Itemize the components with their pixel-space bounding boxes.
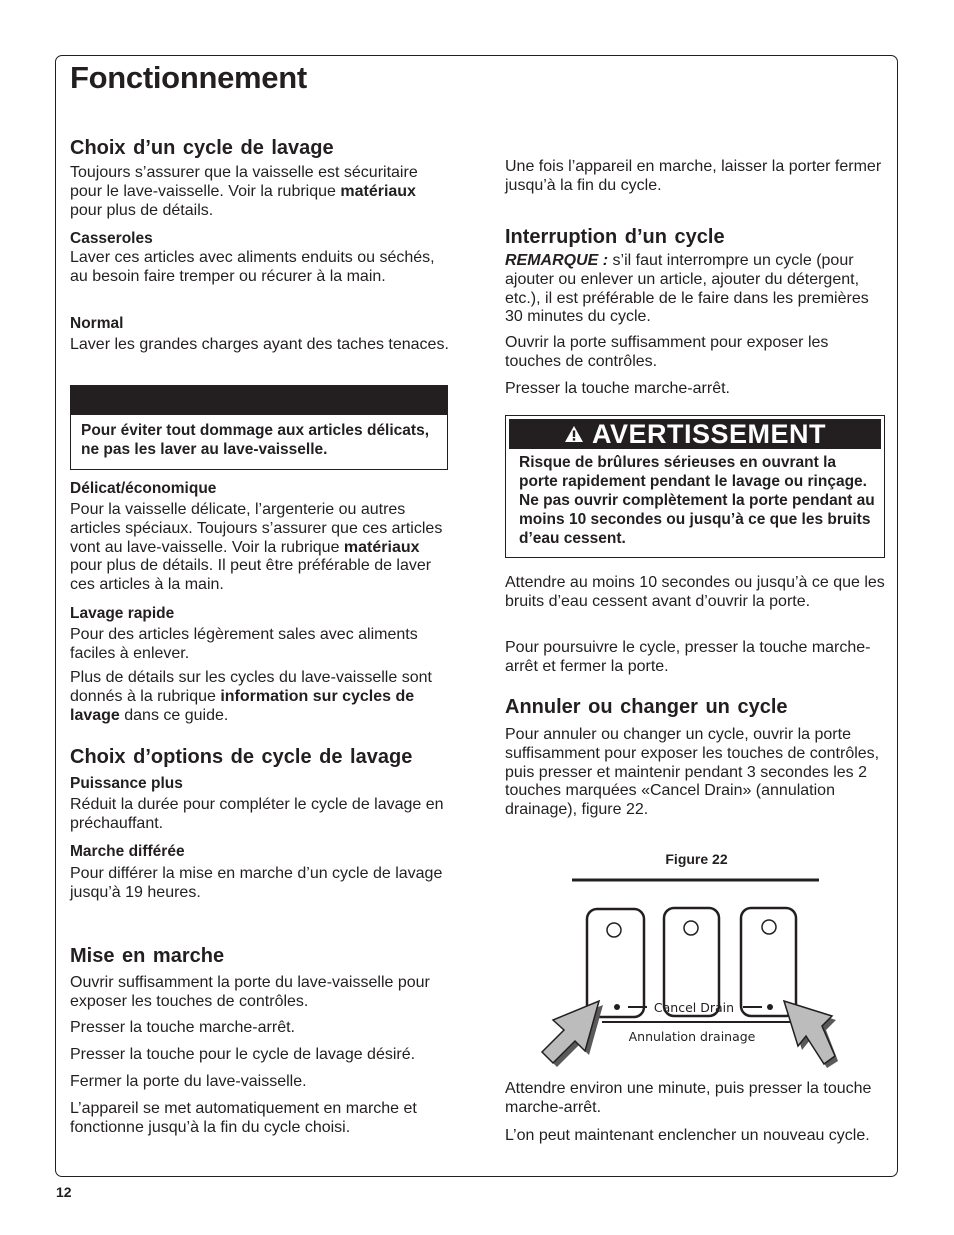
caution-text: Pour éviter tout dommage aux articles délicats, ne pas les laver au lave-vaisselle. xyxy=(81,422,430,458)
cycle-intro-text: Une fois l’appareil en marche, laisser la porter fermer jusqu’à la fin du cycle. xyxy=(505,158,882,194)
left-press-arrow-icon xyxy=(542,1001,603,1067)
interruption-p2: Ouvrir la porte suffisamment pour exposer les touches de contrôles. xyxy=(505,334,829,370)
mise-en-marche-p5: L’appareil se met automatiquement en marche et fonctionne jusqu’à la fin du cycle choisi. xyxy=(70,1100,417,1136)
puissance-plus-title: Puissance plus xyxy=(70,775,183,792)
marche-differee-title: Marche différée xyxy=(70,843,185,860)
annuler-p2: Attendre environ une minute, puis presser la touche marche-arrêt. xyxy=(505,1080,872,1116)
lavage-rapide-title: Lavage rapide xyxy=(70,605,175,622)
more-details-text: Plus de détails sur les cycles du lave-vaisselle sont donnés à la rubrique information sur cycles de lavage dans ce guide. xyxy=(70,669,432,724)
warning-box xyxy=(505,415,885,558)
page-number: 12 xyxy=(56,1184,72,1200)
interruption-note: REMARQUE : s’il faut interrompre un cycle (pour ajouter ou enlever un article, ajouter du détergent, etc.), il est préférable de le faire dans les premières 30 minutes du cycle. xyxy=(505,252,869,326)
mise-en-marche-p4: Fermer la porte du lave-vaisselle. xyxy=(70,1073,307,1090)
mise-en-marche-p2: Presser la touche marche-arrêt. xyxy=(70,1019,295,1036)
choix-cycle-intro: Toujours s’assurer que la vaisselle est sécuritaire pour le lave-vaisselle. Voir la rubrique matériaux pour plus de détails. xyxy=(70,164,418,219)
cancel-drain-label: Cancel Drain xyxy=(653,1000,735,1015)
casseroles-title: Casseroles xyxy=(70,230,153,247)
after-warning-p1: Attendre au moins 10 secondes ou jusqu’à ce que les bruits d’eau cessent avant d’ouvrir la porte. xyxy=(505,574,885,610)
annuler-p3: L’on peut maintenant enclencher un nouveau cycle. xyxy=(505,1127,870,1144)
puissance-plus-text: Réduit la durée pour compléter le cycle de lavage en préchauffant. xyxy=(70,796,444,832)
after-warning-p2: Pour poursuivre le cycle, presser la touche marche-arrêt et fermer la porte. xyxy=(505,639,871,675)
normal-text: Laver les grandes charges ayant des taches tenaces. xyxy=(70,336,449,353)
section-title-annuler: Annuler ou changer un cycle xyxy=(505,696,788,718)
interruption-p3: Presser la touche marche-arrêt. xyxy=(505,380,730,397)
warning-title: AVERTISSEMENT xyxy=(591,418,827,449)
mise-en-marche-p3: Presser la touche pour le cycle de lavage désiré. xyxy=(70,1046,416,1063)
mise-en-marche-p1: Ouvrir suffisamment la porte du lave-vaisselle pour exposer les touches de contrôles. xyxy=(70,974,430,1010)
lavage-rapide-text: Pour des articles légèrement sales avec aliments faciles à enlever. xyxy=(70,626,418,662)
figure-22-control-panel xyxy=(540,875,840,1070)
remarque-label: REMARQUE : xyxy=(505,252,609,269)
caution-box xyxy=(70,385,448,470)
caution-header-bar xyxy=(71,386,447,415)
delicat-title: Délicat/économique xyxy=(70,480,217,497)
control-button-3 xyxy=(741,908,796,1016)
right-press-arrow-icon xyxy=(784,1001,838,1068)
section-title-options: Choix d’options de cycle de lavage xyxy=(70,746,413,768)
annuler-p1: Pour annuler ou changer un cycle, ouvrir la porte suffisamment pour exposer les touches de contrôles, puis presser et maintenir pendant 3 secondes les 2 touches marquées «Cancel Drain» (annulation drainage), figure 22. xyxy=(505,726,880,819)
section-title-mise-en-marche: Mise en marche xyxy=(70,945,225,967)
page-title: Fonctionnement xyxy=(70,60,307,95)
casseroles-text: Laver ces articles avec aliments enduits ou séchés, au besoin faire tremper ou récurer à la main. xyxy=(70,249,435,285)
delicat-text: Pour la vaisselle délicate, l’argenterie ou autres articles spéciaux. Toujours s’assurer que ces articles vont au lave-vaisselle. Voir la rubrique matériaux pour plus de détails. Il peut être préférable de laver ces articles à la main. xyxy=(70,501,443,594)
normal-title: Normal xyxy=(70,315,124,332)
warning-triangle-icon xyxy=(564,425,584,443)
warning-text: Risque de brûlures sérieuses en ouvrant la porte rapidement pendant le lavage ou rinçage. Ne pas ouvrir complètement la porte pendant au moins 10 secondes ou jusqu’à ce que les bruits d’eau cessent. xyxy=(519,454,875,547)
marche-differee-text: Pour différer la mise en marche d’un cycle de lavage jusqu’à 19 heures. xyxy=(70,865,443,901)
section-title-interruption: Interruption d’un cycle xyxy=(505,226,725,248)
figure-caption: Figure 22 xyxy=(665,851,728,867)
annulation-drainage-label: Annulation drainage xyxy=(628,1029,756,1044)
control-button-1 xyxy=(587,909,644,1017)
section-title-choix-cycle: Choix d’un cycle de lavage xyxy=(70,137,334,159)
warning-header-bar xyxy=(509,419,881,449)
